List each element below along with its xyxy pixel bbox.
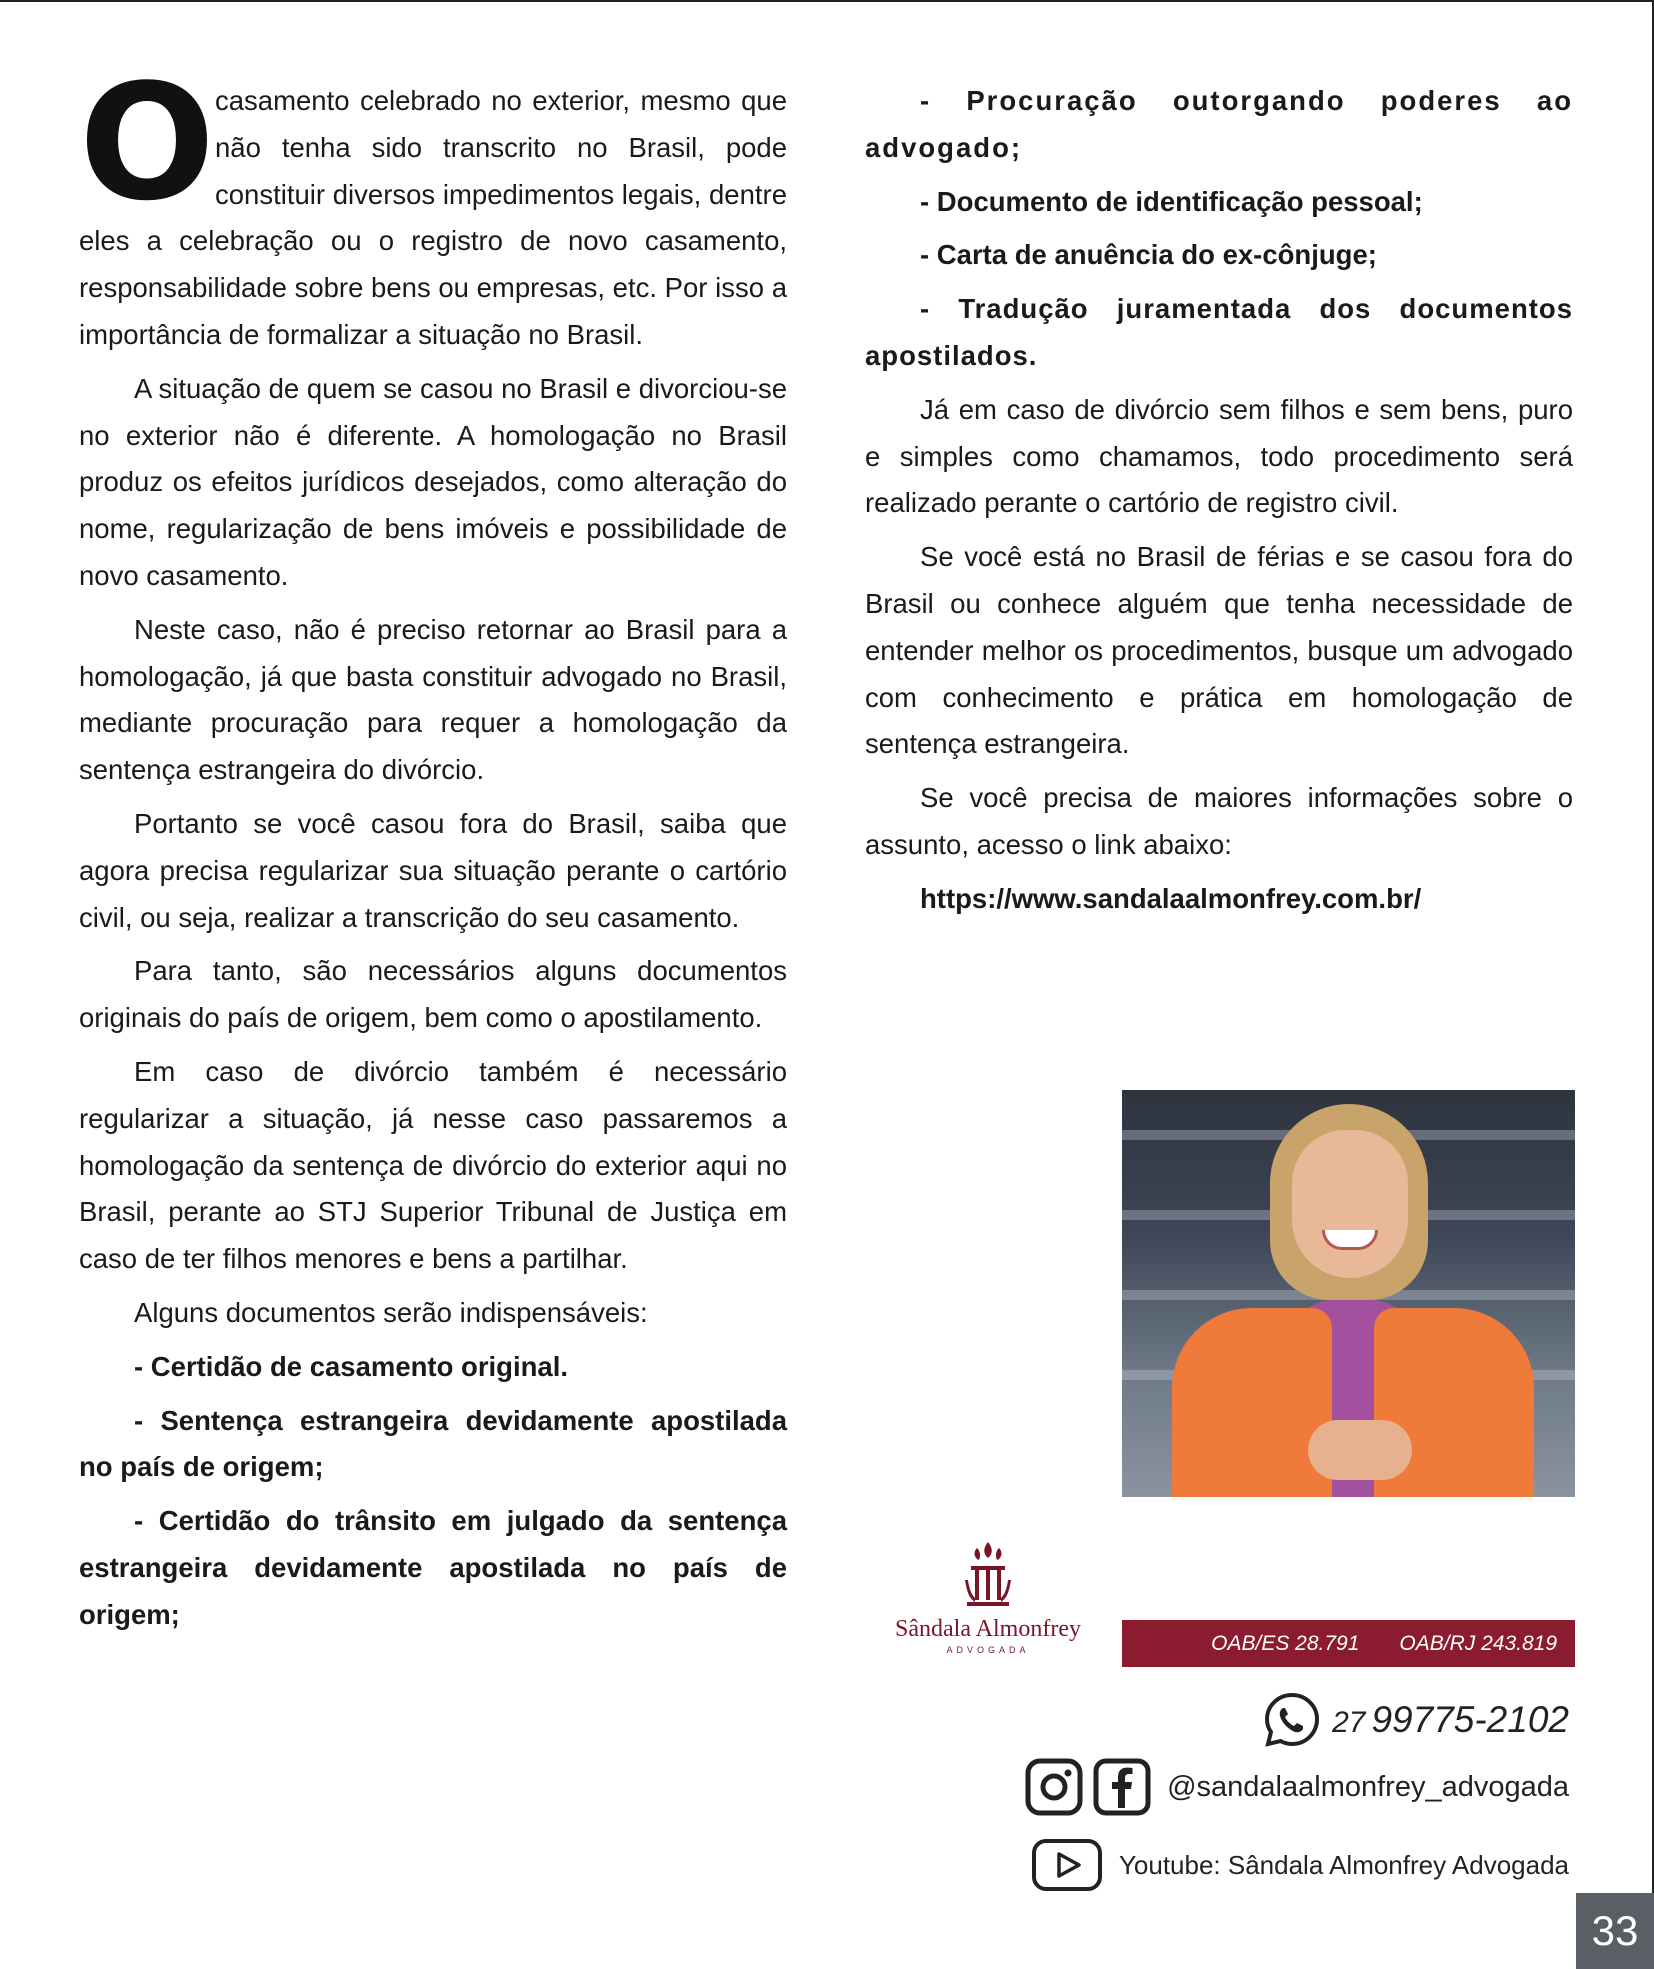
- youtube-contact[interactable]: [1031, 1838, 1569, 1892]
- phone-number: [1332, 1699, 1569, 1741]
- doc-item-power-of-attorney: - Procuração outorgando poderes ao advogado;: [865, 85, 1573, 163]
- facebook-icon: [1093, 1758, 1151, 1816]
- brand-logo: [868, 1540, 1108, 1674]
- doc-item-final-judgment: - Certidão do trânsito em julgado da sentença estrangeira devidamente apostilada no país de origem;: [79, 1505, 787, 1630]
- website-link[interactable]: https://www.sandalaalmonfrey.com.br/: [920, 882, 1422, 914]
- drop-cap: O: [79, 49, 216, 236]
- doc-item-marriage-certificate: - Certidão de casamento original.: [134, 1350, 568, 1382]
- instagram-icon: [1025, 1758, 1083, 1816]
- page-number: 33: [1576, 1893, 1654, 1969]
- oab-registration-bar: [1122, 1620, 1575, 1667]
- lawyer-portrait: [1122, 1090, 1575, 1497]
- right-column: [865, 78, 1573, 930]
- columns-logo-icon: [953, 1540, 1023, 1612]
- logo-name: Sândala Almonfrey: [895, 1616, 1081, 1642]
- youtube-channel: Youtube: Sândala Almonfrey Advogada: [1118, 1849, 1569, 1880]
- paragraph-documents: Para tanto, são necessários alguns documentos originais do país de origem, bem como o apostilamento.: [79, 955, 787, 1034]
- logo-subtitle: ADVOGADA: [946, 1645, 1030, 1655]
- social-handle: @sandalaalmonfrey_advogada: [1167, 1770, 1569, 1803]
- paragraph-vacation: Se você está no Brasil de férias e se casou fora do Brasil ou conhece alguém que tenha necessidade de entender melhor os procedimentos, busque um advogado com conhecimento e prática em homologação de sentença estrangeira.: [865, 541, 1573, 760]
- doc-item-sworn-translation: - Tradução juramentada dos documentos apostilados.: [865, 293, 1573, 371]
- left-column: [79, 49, 787, 1646]
- paragraph-transcription: Portanto se você casou fora do Brasil, saiba que agora precisa regularizar sua situação perante o cartório civil, ou seja, realizar a transcrição do seu casamento.: [79, 807, 787, 933]
- paragraph-divorce-homologation: Em caso de divórcio também é necessário regularizar a situação, já nesse caso passaremos a homologação da sentença de divórcio do exterior aqui no Brasil, perante ao STJ Superior Tribunal de Justiça em caso de ter filhos menores e bens a partilhar.: [79, 1055, 787, 1275]
- intro-paragraph: [79, 49, 787, 359]
- phone-digits: 99775-2102: [1371, 1699, 1569, 1740]
- youtube-icon: [1031, 1838, 1103, 1892]
- oab-es-number: OAB/ES 28.791: [1211, 1631, 1360, 1655]
- intro-text: casamento celebrado no exterior, mesmo que não tenha sido transcrito no Brasil, pode constituir diversos impedimentos legais, dentre eles a celebração ou o registro de novo casamento, responsabilidade sobre bens ou empresas, etc. Por isso a importância de formalizar a situação no Brasil.: [79, 85, 787, 350]
- oab-rj-number: OAB/RJ 243.819: [1399, 1631, 1557, 1655]
- whatsapp-icon: [1262, 1690, 1322, 1750]
- paragraph-simple-divorce: Já em caso de divórcio sem filhos e sem bens, puro e simples como chamamos, todo procedimento será realizado perante o cartório de registro civil.: [865, 393, 1573, 519]
- phone-contact[interactable]: [1262, 1690, 1569, 1750]
- social-contact[interactable]: [1025, 1758, 1569, 1816]
- paragraph-divorce-abroad: A situação de quem se casou no Brasil e divorciou-se no exterior não é diferente. A homologação no Brasil produz os efeitos jurídicos desejados, como alteração do nome, regularização de bens imóveis e possibilidade de novo casamento.: [79, 372, 787, 591]
- paragraph-no-return: Neste caso, não é preciso retornar ao Brasil para a homologação, já que basta constituir advogado no Brasil, mediante procuração para requer a homologação da sentença estrangeira do divórcio.: [79, 613, 787, 786]
- doc-item-id-document: - Documento de identificação pessoal;: [920, 185, 1423, 217]
- paragraph-indispensable: Alguns documentos serão indispensáveis:: [134, 1296, 648, 1328]
- phone-area-code: 27: [1332, 1706, 1366, 1739]
- doc-item-consent-letter: - Carta de anuência do ex-cônjuge;: [920, 239, 1377, 271]
- paragraph-more-info: Se você precisa de maiores informações sobre o assunto, acesso o link abaixo:: [865, 782, 1573, 860]
- doc-item-foreign-sentence: - Sentença estrangeira devidamente apostilada no país de origem;: [79, 1404, 787, 1483]
